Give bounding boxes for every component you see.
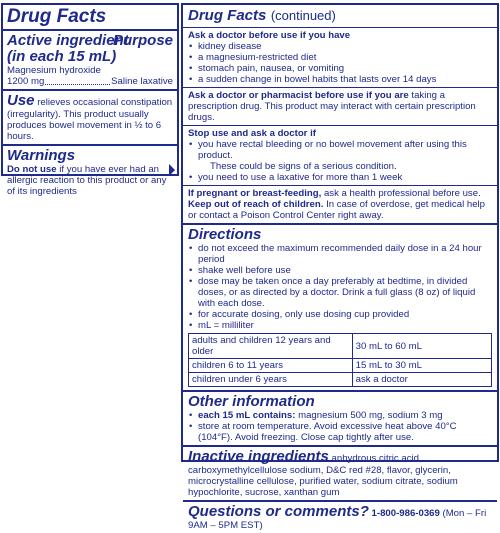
warn-bold: Do not use bbox=[7, 164, 57, 175]
list-item: • for accurate dosing, only use dosing cup provided bbox=[188, 309, 492, 320]
use-section bbox=[7, 93, 173, 142]
purpose-label: Purpose bbox=[112, 32, 173, 49]
ingredient-purpose: Saline laxative bbox=[111, 76, 173, 87]
continued-suffix: (continued) bbox=[270, 8, 336, 23]
ask-doctor-heading: Ask a doctor before use if you have bbox=[188, 30, 351, 41]
other-info-heading: Other information bbox=[188, 393, 315, 410]
active-ingredient-label: Active ingredient bbox=[7, 32, 129, 49]
dosage-table bbox=[188, 333, 492, 387]
continue-arrow-icon bbox=[169, 164, 175, 176]
list-item: • dose may be taken once a day preferably at bedtime, in divided doses, or as directed by a doctor. Drink a full glass (8 oz) of liquid with each dose. bbox=[188, 276, 492, 309]
warning-do-not-use bbox=[7, 164, 167, 197]
phone-number: 1-800-986-0369 bbox=[371, 508, 440, 519]
use-text: relieves occasional constipation (irregularity). This product usually produces bowel movement in ½ to 6 hours. bbox=[7, 97, 173, 142]
ingredient-row bbox=[7, 76, 173, 87]
inactive-ingredients bbox=[188, 449, 492, 498]
dot-leader bbox=[45, 84, 110, 85]
list-item: • a magnesium-restricted diet bbox=[188, 52, 492, 63]
list-item: • mL = milliliter bbox=[188, 320, 492, 331]
inactive-text: anhydrous citric acid, carboxymethylcellulose sodium, D&C red #28, flavor, glycerin, microcrystalline cellulose, purified water, sodium citrate, sodium hypochlorite, sucrose, xanthan gum bbox=[188, 453, 458, 498]
ask-pharmacist bbox=[188, 90, 492, 123]
directions-heading: Directions bbox=[188, 226, 262, 243]
list-item bbox=[188, 410, 492, 421]
ingredient-amount: 1200 mg bbox=[7, 76, 45, 87]
stop-use-list bbox=[188, 139, 492, 183]
table-cell: 30 mL to 60 mL bbox=[352, 334, 491, 359]
list-item: • stomach pain, nausea, or vomiting bbox=[188, 63, 492, 74]
list-item: • do not exceed the maximum recommended daily dose in a 24 hour period bbox=[188, 243, 492, 265]
other-info-list bbox=[188, 410, 492, 443]
pregnancy-warning bbox=[188, 188, 492, 199]
table-cell: children 6 to 11 years bbox=[189, 359, 353, 373]
drug-facts-title: Drug Facts bbox=[7, 6, 107, 27]
right-panel bbox=[181, 3, 499, 531]
left-panel bbox=[1, 3, 179, 197]
table-cell: adults and children 12 years and older bbox=[189, 334, 353, 359]
preg-bold: If pregnant or breast-feeding, bbox=[188, 188, 322, 199]
preg-text: ask a health professional before use. bbox=[323, 188, 481, 199]
continued-title: Drug Facts bbox=[188, 7, 267, 24]
questions-heading: Questions or comments? bbox=[188, 503, 369, 520]
warnings-label: Warnings bbox=[7, 147, 76, 164]
list-item: • you have rectal bleeding or no bowel movement after using this product. bbox=[188, 139, 492, 161]
keep-text: In case of overdose, get medical help or contact a Poison Control Center right away. bbox=[188, 199, 486, 221]
table-cell: 15 mL to 30 mL bbox=[352, 359, 491, 373]
ask-pharm-bold: Ask a doctor or pharmacist before use if you are bbox=[188, 90, 409, 101]
table-row bbox=[189, 359, 492, 373]
ask-pharm-text: taking a prescription drug. This product may interact with certain prescription drugs. bbox=[188, 90, 476, 123]
list-item: • you need to use a laxative for more than 1 week bbox=[188, 172, 492, 183]
table-cell: children under 6 years bbox=[189, 373, 353, 387]
keep-out-of-reach bbox=[188, 199, 492, 221]
list-item: • kidney disease bbox=[188, 41, 492, 52]
other-bold: each 15 mL contains: bbox=[198, 410, 296, 421]
warn-text: if you have ever had an allergic reaction to this product or any of its ingredients bbox=[7, 164, 167, 197]
list-item: • store at room temperature. Avoid excessive heat above 40°C (104°F). Avoid freezing. Close cap tightly after use. bbox=[188, 421, 492, 443]
other-text: magnesium 500 mg, sodium 3 mg bbox=[298, 410, 443, 421]
stop-use-heading: Stop use and ask a doctor if bbox=[188, 128, 316, 139]
ask-doctor-list bbox=[188, 41, 492, 85]
list-item: • a sudden change in bowel habits that lasts over 14 days bbox=[188, 74, 492, 85]
inactive-heading: Inactive ingredients bbox=[188, 448, 329, 465]
phone-hours: (Mon – Fri 9AM – 5PM EST) bbox=[188, 508, 487, 531]
list-item: • shake well before use bbox=[188, 265, 492, 276]
table-row bbox=[189, 373, 492, 387]
directions-list bbox=[188, 243, 492, 331]
table-cell: ask a doctor bbox=[352, 373, 491, 387]
questions-section bbox=[188, 504, 492, 531]
table-row bbox=[189, 334, 492, 359]
ingredient-name: Magnesium hydroxide bbox=[7, 65, 101, 76]
active-ingredient-sub: (in each 15 mL) bbox=[7, 48, 117, 65]
keep-bold: Keep out of reach of children. bbox=[188, 199, 324, 210]
use-label: Use bbox=[7, 92, 35, 109]
list-item-continued: These could be signs of a serious condition. bbox=[210, 161, 397, 172]
